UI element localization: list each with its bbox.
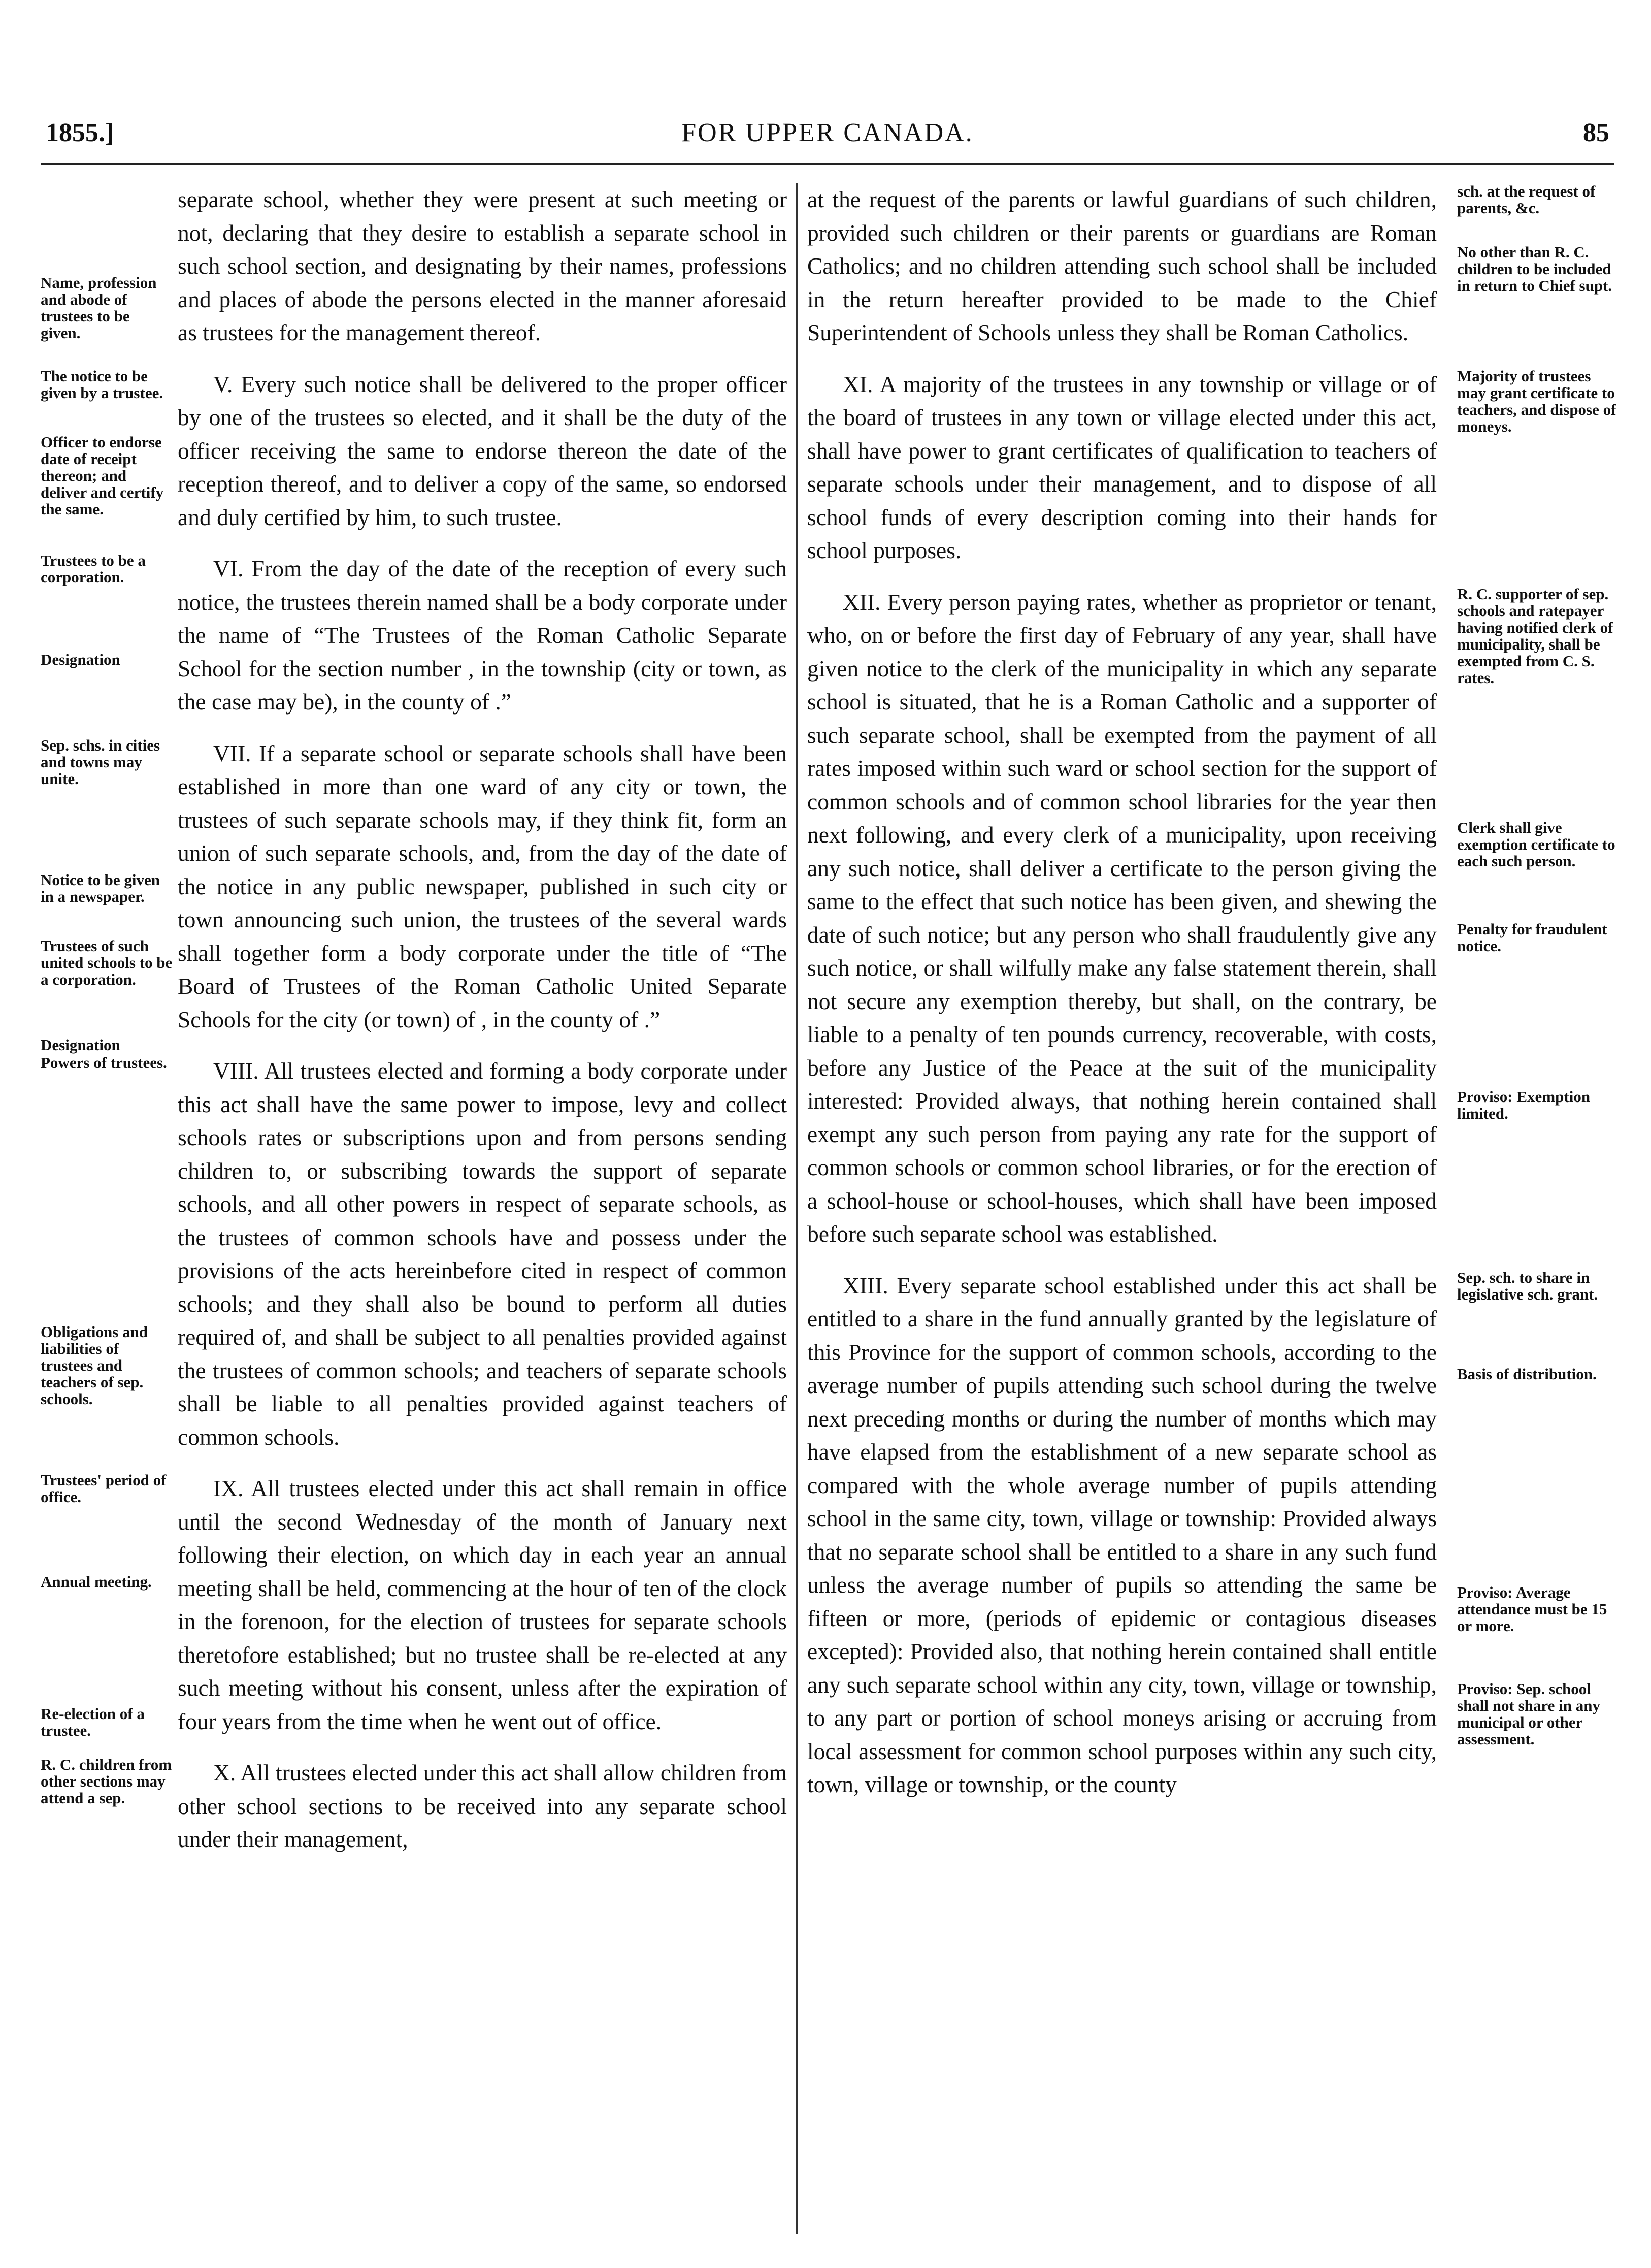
section [807, 586, 1620, 1251]
marginal-note: Officer to endorse date of receipt thereon; and deliver and certify the same. [41, 433, 164, 518]
header-title: FOR UPPER CANADA. [681, 118, 974, 147]
left-column [41, 183, 792, 1874]
section-text: V. Every such notice shall be delivered to the proper officer by one of the trustees so elected, and it shall be the duty of the officer receiving the same to endorse thereon the date of the reception thereof, and to deliver a copy of the same, so endorsed and duly certified by him, to such trustee. [178, 371, 787, 530]
marginal-note: Proviso: Average attendance must be 15 or more. [1457, 1583, 1607, 1635]
marginal-note: Re-election of a trustee. [41, 1705, 145, 1739]
section [41, 552, 792, 719]
running-header [41, 113, 1614, 153]
marginal-note: The notice to be given by a trustee. [41, 367, 163, 402]
right-column [807, 183, 1620, 1820]
marginal-note: Powers of trustees. [41, 1054, 167, 1072]
section-text: X. All trustees elected under this act shall allow children from other school sections to be received into any separate school under their management, [178, 1760, 787, 1852]
section-text: VI. From the day of the date of the reception of every such notice, the trustees therein named shall be a body corporate under the name of “The Trustees of the Roman Catholic Separate School for the section number , in the township (city or town, as the case may be), in the county of .” [178, 556, 787, 715]
section [807, 183, 1620, 349]
section [41, 1054, 792, 1453]
marginal-note: Sep. sch. to share in legislative sch. grant. [1457, 1268, 1598, 1303]
marginal-note: Proviso: Sep. school shall not share in any municipal or other assessment. [1457, 1679, 1600, 1748]
section [41, 1756, 792, 1856]
section-text: separate school, whether they were present at such meeting or not, declaring that they desire to establish a separate school in such school section, and designating by their names, professions and places of abode the persons elected in the manner aforesaid as trustees for the management thereof. [178, 186, 787, 345]
marginal-note: No other than R. C. children to be included in return to Chief supt. [1457, 243, 1612, 295]
section [41, 368, 792, 534]
section [807, 368, 1620, 567]
marginal-note: Sep. schs. in cities and towns may unite. [41, 736, 160, 788]
marginal-note: Notice to be given in a newspaper. [41, 870, 160, 905]
section [807, 1269, 1620, 1801]
marginal-note: Proviso: Exemption limited. [1457, 1087, 1591, 1122]
marginal-note: Trustees of such united schools to be a corporation. [41, 936, 173, 988]
section [41, 736, 792, 1054]
marginal-note: Clerk shall give exemption certificate to each such person. [1457, 818, 1615, 870]
marginal-note: R. C. children from other sections may attend a sep. [41, 1756, 172, 1807]
marginal-note: Penalty for fraudulent notice. [1457, 920, 1607, 955]
marginal-note: R. C. supporter of sep. schools and ratepayer having notified clerk of municipality, shall be exempted from C. S. rates. [1457, 585, 1613, 687]
marginal-note: Annual meeting. [41, 1573, 152, 1591]
header-year: 1855.] [46, 118, 114, 147]
section-text: XI. A majority of the trustees in any township or village or of the board of trustees in any town or village elected under this act, shall have power to grant certificates of qualification to teachers of separate schools under their management, and to dispose of all school funds of every description coming into their hands for school purposes. [807, 371, 1437, 563]
section [41, 1472, 792, 1738]
marginal-note: Majority of trustees may grant certificate to teachers, and dispose of moneys. [1457, 367, 1616, 435]
marginal-note: Trustees to be a corporation. [41, 552, 146, 586]
marginal-note: Obligations and liabilities of trustees and teachers of sep. schools. [41, 1323, 148, 1408]
section-text: IX. All trustees elected under this act shall remain in office until the second Wednesday of the month of January next following their election, on which day in each year an annual meeting shall be held, commencing at the hour of ten of the clock in the forenoon, for the election of trustees for separate schools theretofore established; but no trustee shall be re-elected at any such meeting without his consent, unless after the expiration of four years from the time when he went out of office. [178, 1475, 787, 1734]
marginal-note: Name, profession and abode of trustees to be given. [41, 274, 157, 342]
page-number: 85 [1583, 118, 1609, 147]
marginal-note: Trustees' period of office. [41, 1471, 167, 1506]
section-text: at the request of the parents or lawful guardians of such children, provided such children or their parents or guardians are Roman Catholics; and no children attending such school shall be included in the return hereafter provided to be made to the Chief Superintendent of Schools unless they shall be Roman Catholics. [807, 186, 1437, 345]
header-rule [41, 163, 1614, 165]
section-text: VIII. All trustees elected and forming a body corporate under this act shall have the same power to impose, levy and collect schools rates or subscriptions upon and from persons sending children to, or subscribing towards the support of separate schools, and all other powers in respect of separate schools, as the trustees of common schools have and possess under the provisions of the acts hereinbefore cited in respect of common schools; and they shall also be bound to perform all duties required of, and shall be subject to all penalties provided against the trustees of common schools; and teachers of separate schools shall be liable to all penalties provided against teachers of common schools. [178, 1058, 787, 1450]
column-divider [796, 183, 798, 2234]
section-text: XIII. Every separate school established under this act shall be entitled to a share in the fund annually granted by the legislature of this Province for the support of common schools, according to the average number of pupils attending such school during the twelve next preceding months or during the number of months which may have elapsed from the establishment of a new separate school as compared with the whole average number of pupils attending school in the same city, town, village or township: Provided always that no separate school shall be entitled to a share in any such fund unless the average number of pupils so attending the same be fifteen or more, (periods of epidemic or contagious diseases excepted): Provided also, that nothing herein contained shall entitle any such separate school within any city, town, village or township, to any part or portion of school moneys arising or accruing from local assessment for common school purposes within any such city, town, village or township, or the county [807, 1272, 1437, 1797]
section-text: VII. If a separate school or separate schools shall have been established in more than one ward of any city or town, the trustees of such separate schools may, if they think fit, form an union of such separate schools, and, from the day of the date of the notice in any public newspaper, published in such city or town announcing such union, the trustees of the several wards shall together form a body corporate under the title of “The Board of Trustees of the Roman Catholic United Separate Schools for the city (or town) of , in the county of .” [178, 740, 787, 1032]
marginal-note: Basis of distribution. [1457, 1365, 1597, 1383]
section [41, 183, 792, 349]
section-text: XII. Every person paying rates, whether as proprietor or tenant, who, on or before the first day of February of any year, shall have given notice to the clerk of the municipality in which any separate school is situated, that he is a Roman Catholic and a supporter of such separate school, shall be exempted from the payment of all rates imposed within such ward or school section for the support of common schools and of common school libraries for the year then next following, and every clerk of a municipality, upon receiving any such notice, shall deliver a certificate to the person giving the same to the effect that such notice has been given, and shewing the date of such notice; but any person who shall fraudulently give any such notice, or shall wilfully make any false statement therein, shall not secure any exemption thereby, but shall, on the contrary, be liable to a penalty of ten pounds currency, recoverable, with costs, before any Justice of the Peace at the suit of the municipality interested: Provided always, that nothing herein contained shall exempt any such person from paying any rate for the support of common schools or common school libraries, or for the erection of a school-house or school-houses, which shall have been imposed before such separate school was established. [807, 589, 1437, 1247]
marginal-note: Designation [41, 1035, 120, 1054]
marginal-note: sch. at the request of parents, &c. [1457, 182, 1596, 217]
marginal-note: Designation [41, 651, 120, 668]
